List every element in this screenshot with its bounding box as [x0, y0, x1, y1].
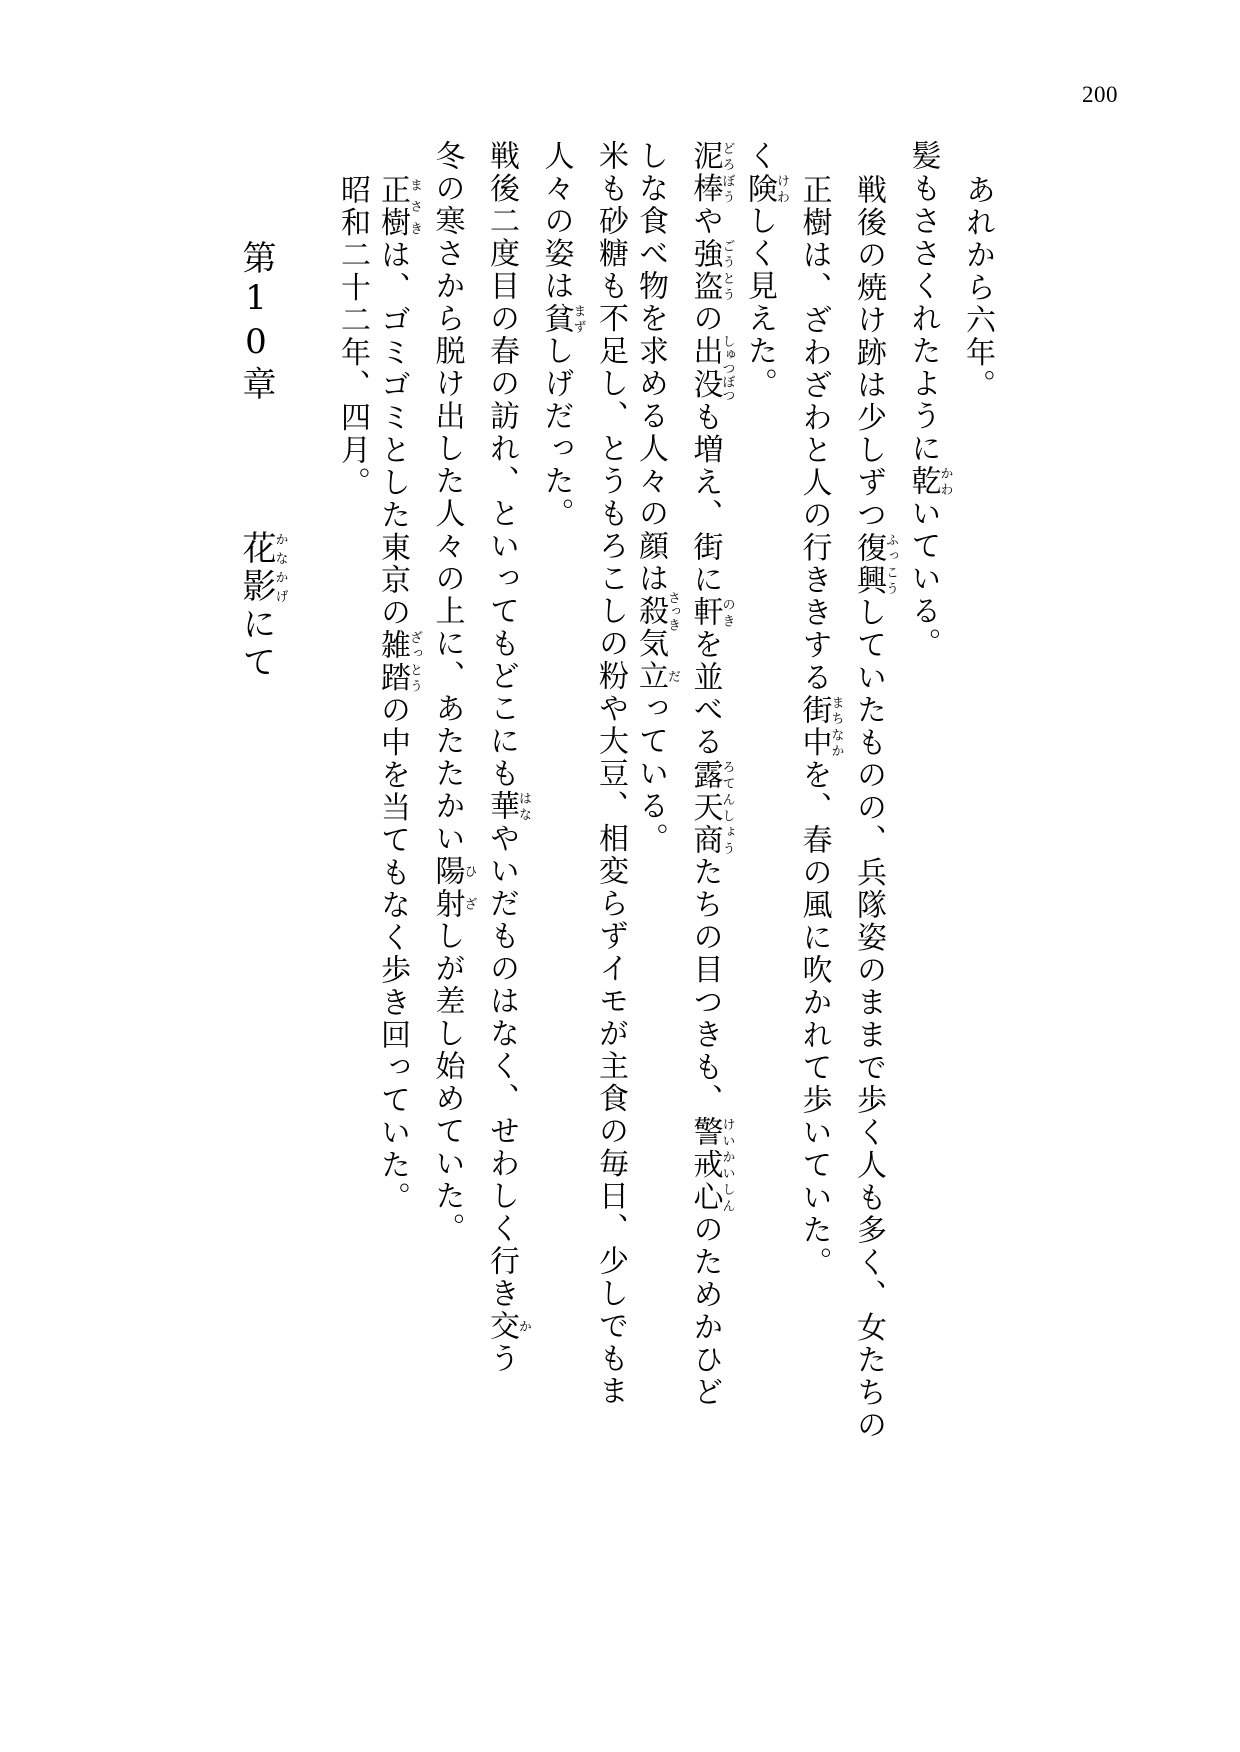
- text-column: [593, 140, 628, 1440]
- text-column: [635, 140, 680, 1440]
- column-text: 昭和二十二年、四月。: [335, 174, 370, 499]
- column-text: 正樹は、ざわざわと人の行ききする街中まちなかを、春の風に吹かれて歩いていた。: [796, 174, 844, 1279]
- text-column: [687, 140, 735, 1440]
- text-column: [377, 140, 422, 1474]
- column-text: 戦後の焼け跡は少しずつ復興ふっこうしていたものの、兵隊姿のままで歩く人も多く、女たちの: [851, 174, 898, 1442]
- page-body: [192, 140, 1092, 1460]
- column-text: 人々の姿は貧まずしげだった。: [538, 140, 586, 530]
- text-column: [796, 140, 844, 1474]
- ruby-hi: 陽ひ: [429, 855, 477, 888]
- column-text: 米も砂糖も不足し、とうもろこしの粉や大豆、相変らずイモが主食の毎日、少しでもま: [593, 140, 628, 1408]
- ruby-ka: 交か: [484, 1310, 531, 1343]
- ruby-rotenshou: 露天商ろてんしょう: [687, 758, 735, 857]
- column-text: 髪もささくれたように乾かわいている。: [905, 140, 953, 660]
- ruby-mazu: 貧まず: [538, 302, 586, 335]
- column-text: 戦後二度目の春の訪れ、といってもどこにも華はなやいだものはなく、せわしく行き交かう: [484, 140, 531, 1375]
- chapter-title: 花影かなかげにて: [236, 530, 288, 682]
- ruby-fukkou: 復興ふっこう: [851, 531, 898, 597]
- column-text: 冬の寒さから脱け出した人々の上に、あたたかい陽ひ射ざしが差し始めていた。: [429, 140, 477, 1245]
- chapter-label: 第10章: [236, 240, 276, 404]
- chapter-heading: [232, 140, 288, 682]
- chapter-spacer: [236, 448, 276, 486]
- text-column: [486, 140, 531, 1440]
- text-column: [538, 140, 586, 1440]
- ruby-noki: 軒のき: [687, 596, 735, 629]
- ruby-masaki: 正樹まさき: [375, 174, 422, 239]
- ruby-kanakage: 花影かなかげ: [236, 530, 288, 606]
- ruby-hana: 華はな: [484, 790, 531, 823]
- ruby-kawa: 乾かわ: [905, 465, 953, 498]
- text-column: [960, 140, 995, 1474]
- ruby-sakki: 殺さっき: [633, 591, 680, 632]
- column-text: あれから六年。: [960, 174, 995, 402]
- text-column: [905, 140, 953, 1440]
- text-column: [335, 140, 370, 1474]
- ruby-da: 立だ: [633, 660, 680, 693]
- text-column: [744, 140, 789, 1440]
- ruby-keikaishin: 警戒心けいかいしん: [687, 1116, 735, 1214]
- ruby-za: 射ざ: [429, 887, 477, 920]
- column-text: しな食べ物を求める人々の顔は殺さっき気立だっている。: [633, 140, 680, 855]
- column-text: く険けわしく見えた。: [742, 140, 789, 400]
- ruby-kewa: 険けわ: [742, 172, 789, 205]
- ruby-goutou: 強盗ごうとう: [687, 237, 735, 303]
- column-text: 泥棒どろぼうや強盗ごうとうの出没しゅつぼつも増え、街に軒のきを並べる露天商ろてんしょうたちの目つきも、警戒心けいかいしんのためかひど: [687, 140, 735, 1409]
- ruby-machinaka: 街中まちなか: [796, 694, 844, 759]
- ruby-dorobou: 泥棒どろぼう: [687, 140, 735, 205]
- text-column: [429, 140, 477, 1440]
- ruby-zattou: 雑踏ざっとう: [375, 629, 422, 694]
- column-text: 正樹まさきは、ゴミゴミとした東京の雑踏ざっとうの中を当てもなく歩き回っていた。: [375, 174, 422, 1214]
- text-column: [853, 140, 898, 1474]
- page-number: 200: [1082, 82, 1118, 107]
- ruby-shutsubotsu: 出没しゅつぼつ: [687, 334, 735, 402]
